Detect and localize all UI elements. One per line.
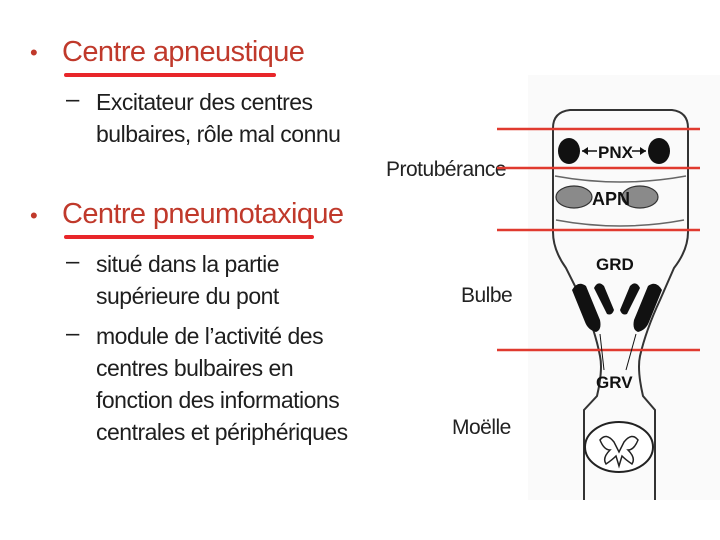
text-line: module de l’activité des — [96, 323, 324, 349]
label-protuberance: Protubérance — [386, 158, 507, 181]
section-title-pneumotaxique: Centre pneumotaxique — [62, 198, 344, 230]
text-line: centres bulbaires en — [96, 355, 294, 381]
list-item — [96, 320, 348, 448]
label-grv: GRV — [596, 373, 633, 392]
title-underline — [64, 73, 276, 77]
label-moelle: Moëlle — [452, 416, 511, 439]
text-line: supérieure du pont — [96, 283, 279, 309]
pnx-nucleus-right — [648, 138, 670, 164]
pnx-nucleus-left — [558, 138, 580, 164]
section-title-apneustique: Centre apneustique — [62, 36, 305, 68]
dash-marker: – — [66, 320, 80, 347]
bullet-point: • — [30, 40, 38, 65]
text-line: bulbaires, rôle mal connu — [96, 121, 341, 147]
dash-marker: – — [66, 248, 80, 275]
text-line: situé dans la partie — [96, 251, 280, 277]
list-item — [96, 86, 340, 150]
label-apn: APN — [592, 189, 631, 209]
title-underline — [64, 235, 314, 239]
text-line: fonction des informations — [96, 387, 340, 413]
label-pnx: PNX — [598, 143, 633, 162]
apn-nucleus-left — [556, 186, 592, 208]
list-item — [96, 248, 279, 312]
dash-marker: – — [66, 86, 80, 113]
label-grd: GRD — [596, 255, 634, 274]
label-bulbe: Bulbe — [461, 284, 513, 307]
text-line: Excitateur des centres — [96, 89, 313, 115]
bullet-point: • — [30, 203, 38, 228]
brainstem-diagram — [360, 70, 720, 510]
text-line: centrales et périphériques — [96, 419, 348, 445]
